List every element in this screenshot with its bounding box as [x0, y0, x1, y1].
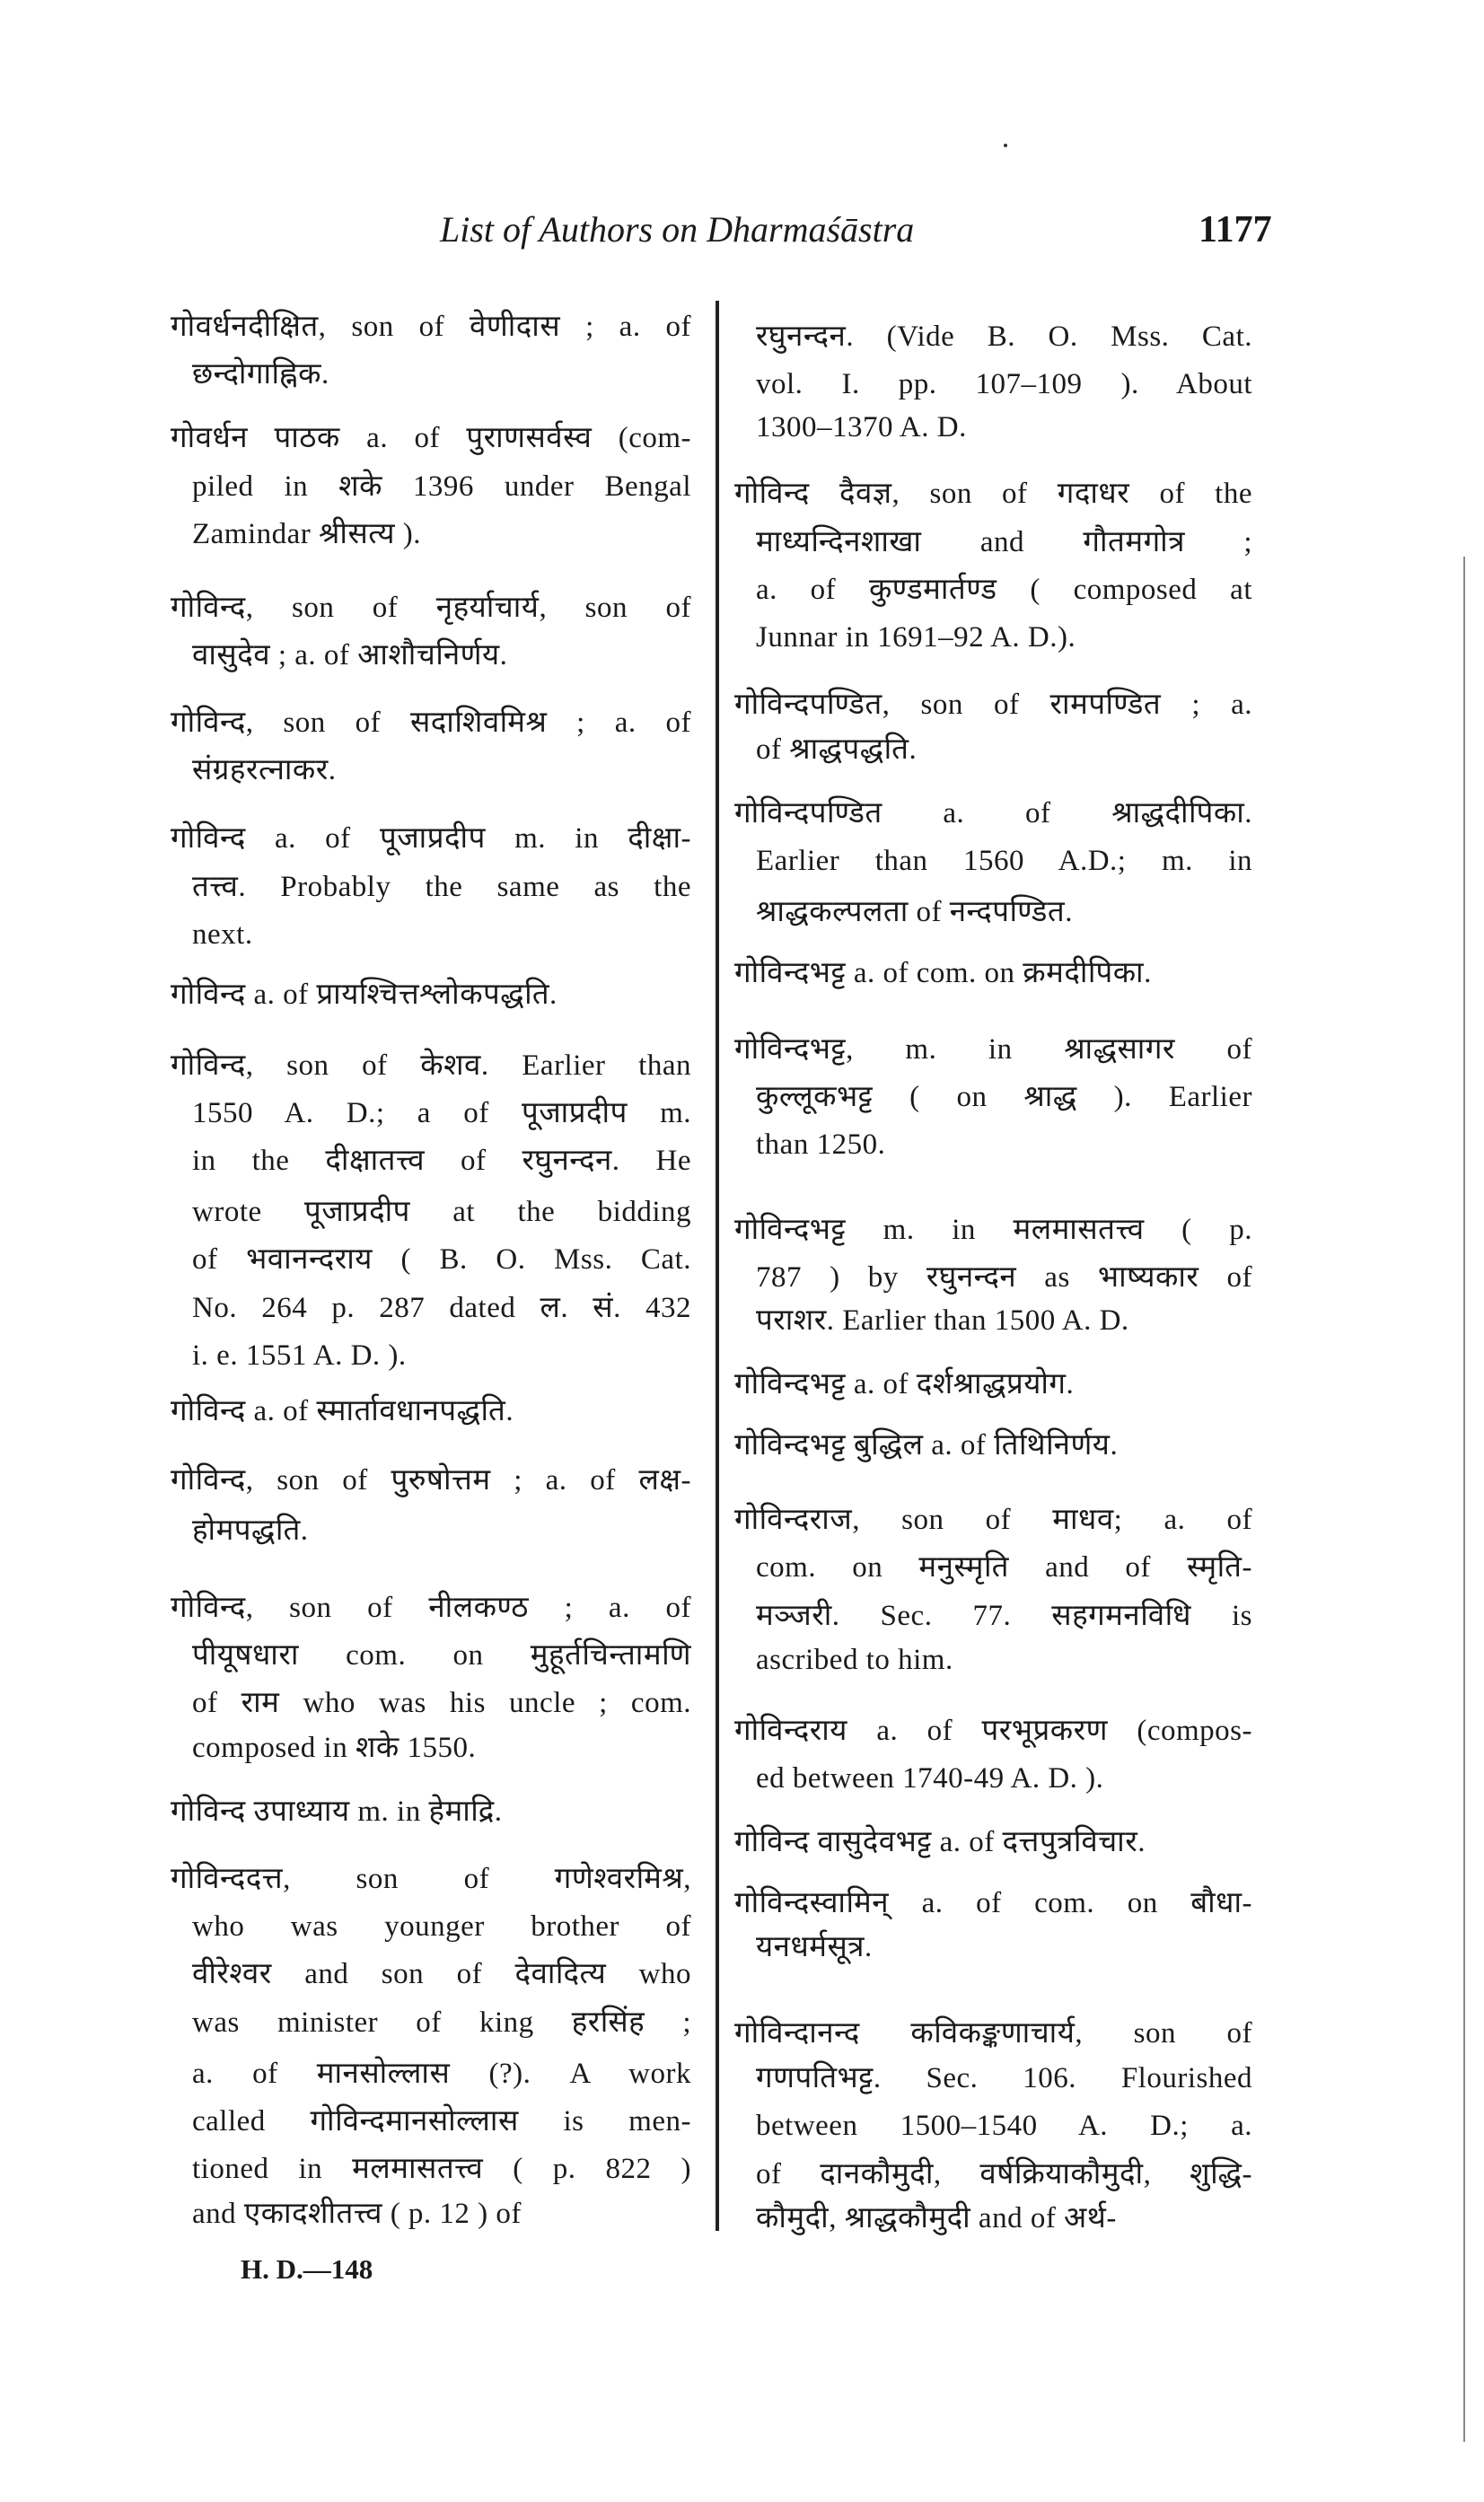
entry-line: was minister of king हरसिंह ;	[192, 2006, 691, 2039]
entry-line: गोविन्द a. of स्मार्तावधानपद्धति.	[171, 1395, 514, 1428]
entry-line: तत्त्व. Probably the same as the	[192, 870, 691, 903]
entry-line: गोविन्दभट्ट a. of com. on क्रमदीपिका.	[734, 956, 1152, 989]
entry-line: मञ्जरी. Sec. 77. सहगमनविधि is	[756, 1599, 1252, 1632]
entry-line: श्राद्धकल्पलता of नन्दपण्डित.	[756, 895, 1073, 928]
entry-line: गोविन्दभट्ट, m. in श्राद्धसागर of	[734, 1032, 1252, 1066]
entry-line: than 1250.	[756, 1128, 886, 1162]
entry-line: होमपद्धति.	[192, 1514, 309, 1548]
entry-line: गोविन्द a. of पूजाप्रदीप m. in दीक्षा-	[171, 822, 691, 856]
entry-line: गोविन्द, son of नृहर्याचार्य, son of	[171, 591, 691, 624]
entry-line: Earlier than 1560 A.D.; m. in	[756, 845, 1252, 878]
entry-line: and एकादशीतत्त्व ( p. 12 ) of	[192, 2198, 522, 2231]
entry-line: गोविन्द उपाध्याय m. in हेमाद्रि.	[171, 1795, 503, 1829]
entry-line: in the दीक्षातत्त्व of रघुनन्दन. He	[192, 1145, 691, 1178]
entry-line: गोविन्दराज, son of माधव; a. of	[734, 1504, 1252, 1537]
entry-line: of श्राद्धपद्धति.	[756, 733, 918, 766]
page-edge-line	[1463, 557, 1465, 2442]
entry-line: गोवर्धनदीक्षित, son of वेणीदास ; a. of	[171, 310, 691, 343]
scan-speck	[1004, 144, 1007, 147]
entry-line: गोविन्द, son of पुरुषोत्तम ; a. of लक्ष-	[171, 1463, 691, 1497]
entry-line: next.	[192, 917, 253, 951]
entry-line: रघुनन्दन. (Vide B. O. Mss. Cat.	[756, 320, 1252, 353]
running-header-title: List of Authors on Dharmaśāstra	[440, 209, 915, 250]
entry-line: 1550 A. D.; a of पूजाप्रदीप m.	[192, 1096, 691, 1129]
signature-mark: H. D.—148	[241, 2253, 373, 2285]
entry-line: piled in शके 1396 under Bengal	[192, 470, 691, 503]
entry-line: who was younger brother of	[192, 1910, 691, 1944]
entry-line: गोविन्द a. of प्रायश्चित्तश्लोकपद्धति.	[171, 979, 558, 1012]
entry-line: गोविन्दानन्द कविकङ्कणाचार्य, son of	[734, 2017, 1252, 2050]
entry-line: पराशर. Earlier than 1500 A. D.	[756, 1304, 1129, 1337]
entry-line: tioned in मलमासतत्त्व ( p. 822 )	[192, 2153, 691, 2186]
entry-line: No. 264 p. 287 dated ल. सं. 432	[192, 1291, 691, 1324]
entry-line: between 1500–1540 A. D.; a.	[756, 2110, 1252, 2143]
entry-line: of राम who was his uncle ; com.	[192, 1687, 691, 1720]
entry-line: यनधर्मसूत्र.	[756, 1931, 873, 1964]
entry-line: ed between 1740-49 A. D. ).	[756, 1761, 1104, 1795]
entry-line: i. e. 1551 A. D. ).	[192, 1339, 407, 1372]
entry-line: गोविन्दभट्ट a. of दर्शश्राद्धप्रयोग.	[734, 1367, 1075, 1400]
entry-line: a. of मानसोल्लास (?). A work	[192, 2057, 691, 2090]
entry-line: Junnar in 1691–92 A. D.).	[756, 621, 1076, 654]
entry-line: गोविन्दपण्डित, son of रामपण्डित ; a.	[734, 688, 1252, 721]
entry-line: कौमुदी, श्राद्धकौमुदी and of अर्थ-	[756, 2202, 1117, 2235]
entry-line: of दानकौमुदी, वर्षक्रियाकौमुदी, शुद्धि-	[756, 2157, 1252, 2190]
entry-line: गोविन्द, son of केशव. Earlier than	[171, 1049, 691, 1082]
entry-line: a. of कुण्डमार्तण्ड ( composed at	[756, 574, 1252, 607]
entry-line: vol. I. pp. 107–109 ). About	[756, 367, 1252, 400]
entry-line: गोविन्दपण्डित a. of श्राद्धदीपिका.	[734, 796, 1252, 830]
entry-line: ascribed to him.	[756, 1644, 953, 1677]
entry-line: गोविन्दभट्ट m. in मलमासतत्त्व ( p.	[734, 1213, 1252, 1246]
entry-line: गोविन्दराय a. of परभूप्रकरण (compos-	[734, 1714, 1252, 1747]
entry-line: गोविन्द वासुदेवभट्ट a. of दत्तपुत्रविचार.	[734, 1825, 1146, 1858]
entry-line: माध्यन्दिनशाखा and गौतमगोत्र ;	[756, 525, 1252, 558]
entry-line: of भवानन्दराय ( B. O. Mss. Cat.	[192, 1243, 691, 1277]
entry-line: पीयूषधारा com. on मुहूर्तचिन्तामणि	[192, 1639, 691, 1672]
entry-line: गोविन्द दैवज्ञ, son of गदाधर of the	[734, 478, 1252, 511]
entry-line: wrote पूजाप्रदीप at the bidding	[192, 1196, 691, 1229]
entry-line: वीरेश्वर and son of देवादित्य who	[192, 1958, 691, 1991]
column-divider	[716, 301, 719, 2231]
entry-line: composed in शके 1550.	[192, 1732, 477, 1765]
page-number: 1177	[1199, 209, 1272, 250]
entry-line: Zamindar श्रीसत्य ).	[192, 517, 421, 550]
entry-line: 1300–1370 A. D.	[756, 410, 967, 443]
entry-line: गोविन्द, son of सदाशिवमिश्र ; a. of	[171, 706, 691, 739]
entry-line: वासुदेव ; a. of आशौचनिर्णय.	[192, 638, 508, 672]
entry-line: com. on मनुस्मृति and of स्मृति-	[756, 1551, 1252, 1585]
entry-line: गोविन्द, son of नीलकण्ठ ; a. of	[171, 1591, 691, 1624]
entry-line: 787 ) by रघुनन्दन as भाष्यकार of	[756, 1260, 1252, 1294]
entry-line: कुल्लूकभट्ट ( on श्राद्ध ). Earlier	[756, 1081, 1252, 1114]
entry-line: गोवर्धन पाठक a. of पुराणसर्वस्व (com-	[171, 422, 691, 455]
entry-line: संग्रहरत्नाकर.	[192, 753, 337, 786]
entry-line: गणपतिभट्ट. Sec. 106. Flourished	[756, 2061, 1252, 2094]
entry-line: गोविन्ददत्त, son of गणेश्वरमिश्र,	[171, 1862, 691, 1895]
entry-line: गोविन्दभट्ट बुद्धिल a. of तिथिनिर्णय.	[734, 1428, 1119, 1462]
entry-line: called गोविन्दमानसोल्लास is men-	[192, 2104, 691, 2138]
entry-line: गोविन्दस्वामिन् a. of com. on बौधा-	[734, 1886, 1252, 1919]
entry-line: छन्दोगाह्निक.	[192, 358, 329, 391]
